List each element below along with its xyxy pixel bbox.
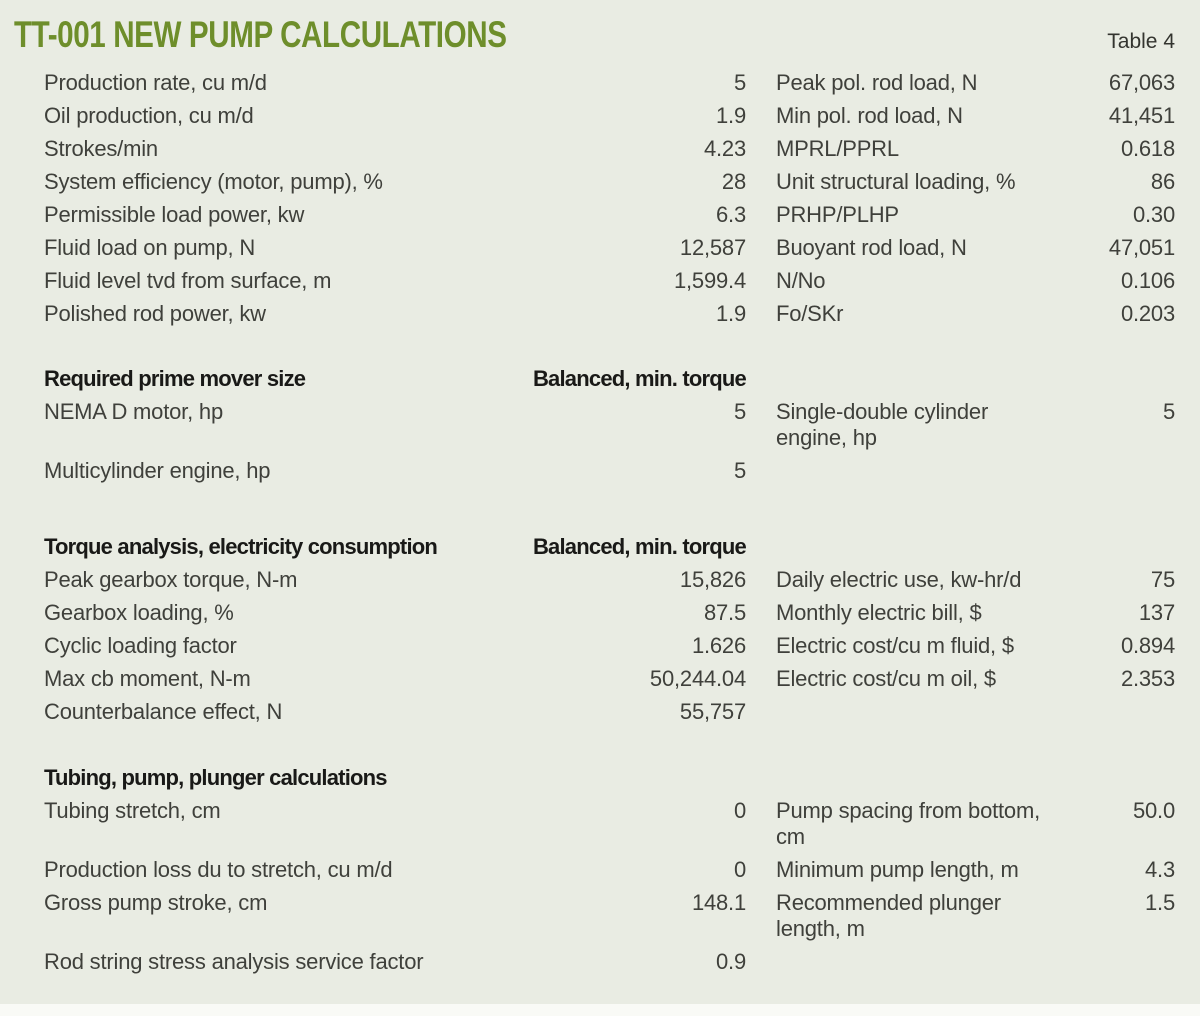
table-row [44,235,1175,268]
cell-left-label: Counterbalance effect, N [44,699,283,724]
table-row [44,699,1175,732]
table-row [44,890,1175,949]
cell-right-label: PRHP/PLHP [776,202,899,227]
cell-right-label: Peak pol. rod load, N [776,70,978,95]
cell-right-label: Buoyant rod load, N [776,235,967,260]
calculations-table [0,56,1200,982]
cell-left-value: 1.626 [691,633,746,658]
cell-left-label: Strokes/min [44,136,158,161]
cell-left-value: 5 [733,399,746,424]
table-row [44,666,1175,699]
cell-left-value: 50,244.04 [649,666,746,691]
cell-right-label: N/No [776,268,826,293]
cell-left-value: 0 [733,798,746,823]
table-row [44,103,1175,136]
table-row [44,169,1175,202]
cell-left-value: 15,826 [679,567,746,592]
cell-right-value: 47,051 [1108,235,1175,260]
cell-right-value: 67,063 [1108,70,1175,95]
cell-left-label: Tubing stretch, cm [44,798,221,823]
table-row [44,567,1175,600]
section-required-prime-mover-size [44,366,1175,491]
section-tubing-pump-plunger [44,765,1175,982]
cell-left-value: 28 [721,169,746,194]
cell-left-label: Production rate, cu m/d [44,70,267,95]
section-general-results [44,70,1175,334]
cell-left-value: 5 [733,70,746,95]
cell-right-value: 86 [1150,169,1175,194]
cell-left-label: Peak gearbox torque, N-m [44,567,298,592]
section-title: Tubing, pump, plunger calculations [44,765,387,790]
cell-right-label: Minimum pump length, m [776,857,1019,882]
cell-left-label: Oil production, cu m/d [44,103,254,128]
cell-right-value: 75 [1150,567,1175,592]
cell-right-value: 1.5 [1145,890,1175,915]
cell-right-label: Fo/SKr [776,301,844,326]
cell-left-value: 0.9 [716,949,746,974]
cell-left-value: 4.23 [703,136,746,161]
table-row [44,949,1175,982]
section-title: Torque analysis, electricity consumption [44,534,438,559]
cell-left-value: 148.1 [691,890,746,915]
cell-left-label: Max cb moment, N-m [44,666,251,691]
table-row [44,136,1175,169]
cell-left-label: Cyclic loading factor [44,633,237,658]
table-row [44,268,1175,301]
cell-left-value: 1.9 [716,301,746,326]
cell-left-label: Gearbox loading, % [44,600,234,625]
cell-right-label: Recommended plunger length, m [776,890,1001,941]
cell-left-value: 55,757 [679,699,746,724]
cell-left-label: Permissible load power, kw [44,202,305,227]
cell-right-label: Electric cost/cu m fluid, $ [776,633,1014,658]
cell-left-value: 5 [733,458,746,483]
cell-left-value: 87.5 [703,600,746,625]
cell-right-value: 0.618 [1120,136,1175,161]
cell-right-value: 41,451 [1108,103,1175,128]
cell-left-label: Fluid load on pump, N [44,235,256,260]
cell-left-label: Multicylinder engine, hp [44,458,271,483]
cell-right-value: 137 [1138,600,1175,625]
cell-left-value: 0 [733,857,746,882]
table-row [44,70,1175,103]
cell-left-label: NEMA D motor, hp [44,399,223,424]
table-row [44,399,1175,458]
page-title: TT-001 NEW PUMP CALCULATIONS [14,14,507,55]
cell-right-value: 50.0 [1132,798,1175,823]
masthead [0,0,1200,56]
table-number-label: Table 4 [1107,30,1175,53]
cell-right-value: 5 [1162,399,1175,424]
table-row [44,458,1175,491]
section-title: Required prime mover size [44,366,306,391]
cell-right-value: 2.353 [1120,666,1175,691]
cell-left-value: 1.9 [716,103,746,128]
table-row [44,600,1175,633]
table-row [44,202,1175,235]
section-subtitle: Balanced, min. torque [532,366,746,391]
section-header-row [44,366,1175,399]
cell-right-value: 0.894 [1120,633,1175,658]
cell-left-label: Polished rod power, kw [44,301,266,326]
table-row [44,633,1175,666]
cell-right-label: Electric cost/cu m oil, $ [776,666,996,691]
section-torque-analysis [44,534,1175,732]
cell-right-label: Daily electric use, kw-hr/d [776,567,1022,592]
cell-right-label: Single-double cylinder engine, hp [776,399,989,450]
table-row [44,857,1175,890]
cell-left-label: Production loss du to stretch, cu m/d [44,857,393,882]
cell-left-value: 12,587 [679,235,746,260]
cell-left-label: Rod string stress analysis service factor [44,949,424,974]
section-header-row [44,765,1175,798]
cell-right-value: 0.106 [1120,268,1175,293]
cell-left-label: Gross pump stroke, cm [44,890,268,915]
cell-left-label: Fluid level tvd from surface, m [44,268,332,293]
cell-right-label: MPRL/PPRL [776,136,899,161]
cell-left-label: System efficiency (motor, pump), % [44,169,383,194]
table-row [44,301,1175,334]
cell-right-label: Monthly electric bill, $ [776,600,982,625]
section-subtitle: Balanced, min. torque [532,534,746,559]
cell-left-value: 6.3 [716,202,746,227]
cell-right-value: 0.203 [1120,301,1175,326]
cell-right-value: 0.30 [1132,202,1175,227]
cell-right-value: 4.3 [1145,857,1175,882]
table-row [44,798,1175,857]
cell-right-label: Min pol. rod load, N [776,103,963,128]
cell-right-label: Pump spacing from bottom, cm [776,798,1041,849]
cell-left-value: 1,599.4 [673,268,746,293]
section-header-row [44,534,1175,567]
cell-right-label: Unit structural loading, % [776,169,1016,194]
